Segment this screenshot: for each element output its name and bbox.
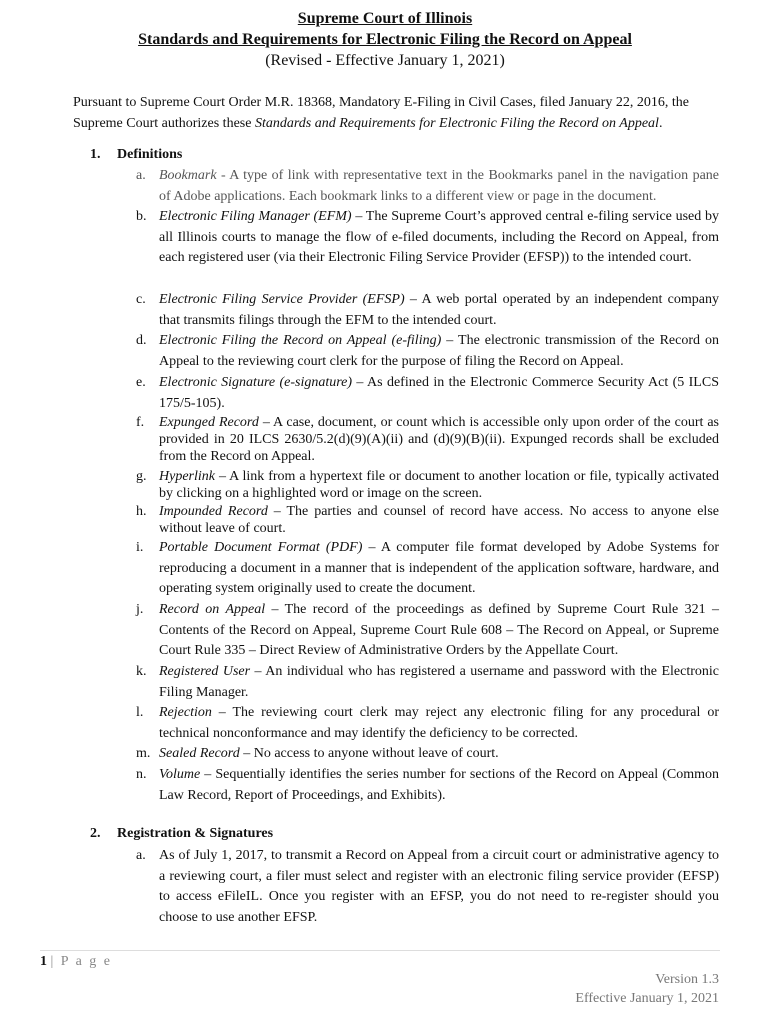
item-text: – As defined in the Electronic Commerce Security Act (5 ILCS 175/5-105). (159, 375, 719, 411)
item-text: – An individual who has registered a username and password with the Electronic Filing Manager. (159, 664, 719, 700)
definition-item (136, 166, 719, 207)
item-letter: a. (136, 848, 146, 863)
definition-item (136, 744, 719, 765)
item-term: Expunged Record (159, 415, 259, 430)
intro-paragraph (73, 92, 739, 134)
definition-item (136, 765, 719, 806)
definition-item (136, 600, 719, 662)
version-text: Version 1.3 (655, 972, 719, 987)
item-letter: e. (136, 375, 146, 390)
document-title: Standards and Requirements for Electronic Filing the Record on Appeal (138, 31, 632, 48)
item-letter: a. (136, 168, 146, 183)
item-letter: k. (136, 664, 147, 679)
section-number: 2. (90, 826, 101, 841)
revision-note: (Revised - Effective January 1, 2021) (265, 52, 505, 69)
item-letter: i. (136, 540, 144, 555)
item-text: – Sequentially identifies the series number for sections of the Record on Appeal (Common Law Record, Report of Proceedings, and Exhibits). (159, 767, 719, 803)
item-letter: n. (136, 767, 147, 782)
section-title: Registration & Signatures (117, 826, 274, 841)
item-letter: m. (136, 746, 151, 761)
item-letter: l. (136, 705, 144, 720)
definition-item (136, 662, 719, 703)
item-text: – The reviewing court clerk may reject any electronic filing for any procedural or technical nonconformance and may identify the deficiency to be corrected. (159, 705, 719, 741)
registration-item (136, 846, 719, 928)
item-term: Electronic Filing Service Provider (EFSP) (159, 292, 405, 307)
item-text: – The record of the proceedings as defined by Supreme Court Rule 321 – Contents of the Record on Appeal, Supreme Court Rule 608 – The Record on Appeal, or Supreme Court Rule 335 – Direct Review of Administrative Orders by the Appellate Court. (159, 602, 719, 658)
footer-divider (40, 950, 720, 951)
page-number-value: 1 (40, 954, 47, 969)
section-heading-registration (90, 826, 273, 842)
definition-item (136, 207, 719, 269)
item-text: – A computer file format developed by Adobe Systems for reproducing a document in a manner that is independent of the application software, hardware, and operating system originally used to create the document. (159, 540, 719, 596)
item-letter: g. (136, 469, 147, 484)
item-text: – A link from a hypertext file or document to another location or file, typically activated by clicking on a highlighted word or image on the screen. (159, 469, 719, 501)
item-term: Electronic Filing the Record on Appeal (e-filing) (159, 333, 442, 348)
item-letter: j. (136, 602, 144, 617)
definition-item (136, 373, 719, 414)
item-term: Rejection (159, 705, 212, 720)
intro-text: Pursuant to Supreme Court Order M.R. 18368, Mandatory E-Filing in Civil Cases, filed January 22, 2016, the Supreme Court authorizes these (73, 95, 689, 131)
item-text: – No access to anyone without leave of court. (239, 746, 499, 761)
definition-item (136, 503, 719, 537)
definition-item (136, 290, 719, 331)
definition-item (136, 703, 719, 744)
court-name: Supreme Court of Illinois (297, 10, 473, 27)
item-letter: b. (136, 209, 147, 224)
item-text: – The electronic transmission of the Record on Appeal to the reviewing court clerk for the purpose of filing the Record on Appeal. (159, 333, 720, 369)
item-letter: f. (136, 415, 145, 430)
item-letter: h. (136, 504, 147, 519)
item-term: Hyperlink (159, 469, 215, 484)
version-block (575, 970, 719, 1008)
item-term: Electronic Signature (e-signature) (159, 375, 353, 390)
item-term: Impounded Record (159, 504, 268, 519)
effective-date: Effective January 1, 2021 (575, 991, 719, 1006)
section-title: Definitions (117, 147, 183, 162)
definition-item (136, 468, 719, 502)
item-text: – A web portal operated by an independent company that transmits filings through the EFM to the intended court. (159, 292, 719, 328)
item-term: Sealed Record (159, 746, 240, 761)
item-term: Portable Document Format (PDF) (159, 540, 363, 555)
item-text: - A type of link with representative text in the Bookmarks panel in the navigation pane of Adobe applications. Each bookmark links to a different view or page in the document. (159, 168, 719, 204)
intro-end: . (658, 116, 663, 131)
item-term: Volume (159, 767, 201, 782)
item-text: – A case, document, or count which is accessible only upon order of the court as provided in 20 ILCS 2630/5.2(d)(9)(A)(ii) and (d)(9)(B)(ii). Expunged records shall be excluded from the Record on Appeal. (159, 415, 720, 464)
section-heading-definitions (90, 147, 182, 163)
item-term: Electronic Filing Manager (EFM) (159, 209, 352, 224)
item-text: As of July 1, 2017, to transmit a Record on Appeal from a circuit court or administrative agency to a reviewing court, a filer must select and register with an electronic filing service provider (EFSP) to access eFileIL. Once you register with an EFSP, you do not need to re-register should you choose to use another EFSP. (159, 848, 719, 925)
definition-item (136, 414, 719, 465)
item-letter: d. (136, 333, 147, 348)
item-term: Registered User (159, 664, 251, 679)
definition-item (136, 538, 719, 600)
item-term: Record on Appeal (159, 602, 266, 617)
page-label: | P a g e (50, 954, 112, 969)
item-term: Bookmark (159, 168, 217, 183)
page-number (40, 954, 112, 970)
item-text: – The Supreme Court’s approved central e-filing service used by all Illinois courts to manage the flow of e-filed documents, including the Record on Appeal, from each registered user (via their Electronic Filing Service Provider (EFSP)) to the intended court. (159, 209, 719, 265)
definition-item (136, 331, 719, 372)
item-letter: c. (136, 292, 146, 307)
intro-italic-title: Standards and Requirements for Electronic Filing the Record on Appeal (254, 116, 659, 131)
section-number: 1. (90, 147, 101, 162)
item-text: – The parties and counsel of record have access. No access to anyone else without leave of court. (159, 504, 719, 536)
